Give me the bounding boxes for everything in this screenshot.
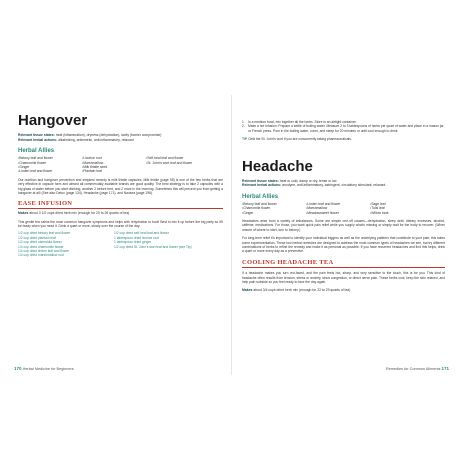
recipe-steps — [242, 120, 445, 133]
right-page — [242, 120, 445, 292]
list-item: • Betony leaf and flower — [18, 156, 82, 160]
list-item: • Marshmallow — [306, 206, 370, 210]
list-item: 1/2 cup dried St. John's wort leaf and flower (see Tip) — [114, 244, 192, 249]
tissue-states: Relevant tissue states: heat (inflammation), dryness (dehydration), laxity (barrier compromise) — [18, 133, 162, 137]
list-item: • Milk thistle seed — [82, 165, 146, 169]
list-item: • Linden leaf and flower — [306, 202, 370, 206]
tissue-states: Relevant tissue states: heat or cold, damp or dry, tense or lax — [242, 178, 337, 183]
herbal-allies-heading: Herbal Allies — [242, 193, 279, 200]
list-item: 1/2 cup dried plantain leaf — [18, 235, 56, 240]
page-number: 170 — [14, 366, 22, 371]
body-paragraph: Headaches arise from a variety of imbalances. Some are simple one-off causes—dehydration, sleep debt, dietary excesses, alcohol, caffeine, medications. For those, you want quick pain relief while you supply what's missing or simply wait for the body to recover. (When unsure of where to start, turn to betony.) — [242, 219, 445, 232]
section-title-headache: Headache — [242, 157, 313, 175]
list-item: 1/4 cup dried marshmallow root — [18, 253, 64, 258]
running-footer: Herbal Medicine for Beginners — [22, 367, 74, 371]
herbal-actions: Relevant herbal actions: anodyne, anti-inflammatory, astringent, circulatory stimulant, relaxant — [242, 183, 386, 188]
list-item: • Willow bark — [370, 211, 440, 215]
body-paragraph: For long-term relief it's important to identify your individual triggers as well as the underlying patterns that contribute to your pain; this takes some experimentation. These two herbal remedies are designed to address the most common types of headaches we see, but try different combinations of herbs to refine the remedy and make it as personal as possible. If you have recurrent headaches and find this helps, drink a quart or more every day as a preventive. — [242, 236, 445, 254]
herbal-actions: Relevant herbal actions: alkalinizing, antiemetic, anti-inflammatory, relaxant — [18, 137, 134, 142]
page-gutter — [231, 95, 232, 375]
list-item: 1/4 cup dried linden leaf and flower — [18, 249, 70, 254]
list-item: 1 tablespoon dried licorice root — [114, 235, 159, 240]
list-item: 1. In a medium bowl, mix together all the herbs. Store in an airtight container. — [242, 120, 357, 124]
list-item: • Tulsi leaf — [370, 206, 440, 210]
list-item: 1 tablespoon dried ginger — [114, 240, 152, 245]
left-page — [18, 112, 223, 258]
herbal-allies-list — [242, 202, 445, 215]
list-item: • Sage leaf — [370, 202, 440, 206]
list-item: 1/2 cup dried betony leaf and flower — [18, 231, 71, 236]
list-item: • Chamomile flower — [18, 161, 82, 165]
recipe-title: COOLING HEADACHE TEA — [242, 258, 334, 266]
list-item: • Marshmallow — [82, 161, 146, 165]
page-number: 171 — [441, 366, 449, 371]
section-title-hangover: Hangover — [18, 112, 88, 129]
tip-note: TIP Omit the St. John's wort if you are concurrently taking pharmaceuticals. — [242, 137, 352, 142]
body-paragraph: Our nutrition and hangover prevention and simplest remedy is milk thistle capsules. Milk thistle (page 95) is one of the few herbs that are very effective in capsule form and almost all commercially available brands are good quality. The best strategy is to take 2 capsules with a big glass of water before you start drinking, another 2 before bed, and 2 more in the morning. Sometimes this will prevent you from getting a hangover at all! (See also Detox (page 134), Headache (page 171), and Nausea (page 198). — [18, 177, 223, 196]
list-item: • Self-heal leaf and flower — [146, 156, 216, 160]
divider — [18, 208, 223, 209]
recipe-yield: Makes about 3 1/2 cups dried herb mix (enough for 20 to 26 quarts of tea) — [18, 211, 130, 216]
list-item: • St. John's wort leaf and flower — [146, 161, 216, 165]
divider — [242, 267, 445, 268]
recipe-yield: Makes about 3/4 cups dried herb mix (enough for 22 to 29 quarts of tea) — [242, 287, 351, 292]
list-item: • Meadowsweet flower — [306, 211, 370, 215]
list-item: 2. Make a hot infusion: Prepare a kettle of boiling water. Measure 2 to 3 tablespoons of herbs per quart of water and place in a mason jar or French press. Pour in the boiling water, cover, and steep for 20 minutes or until cool enough to drink. — [242, 124, 444, 133]
list-item: 1/2 cup dried self-heal leaf and flower — [114, 231, 169, 236]
ingredient-list — [18, 231, 223, 257]
list-item: • Chamomile flower — [242, 206, 306, 210]
list-item: • Ginger — [242, 211, 306, 215]
recipe-description: If a headache makes you turn red-faced, and the pain feels hot, sharp, and very sensitive to the touch, this is for you. This kind of headache often results from tension, stress or anxiety, sinus congestion, or direct nerve pain. These herbs cool, keep the skin relaxed, and help pain subside so you feel ready to face the day again. — [242, 271, 445, 285]
herbal-allies-heading: Herbal Allies — [18, 148, 55, 155]
list-item: 1/2 cup dried calendula flower — [18, 240, 62, 245]
herbal-allies-list — [18, 156, 223, 174]
list-item: • Plantain leaf — [82, 169, 146, 173]
list-item: • Licorice root — [82, 156, 146, 160]
list-item: • Linden leaf and flower — [18, 169, 82, 173]
list-item: 1/4 cup dried chamomile flower — [18, 244, 64, 249]
running-footer: Remedies for Common Ailments — [385, 367, 441, 371]
footer-left — [14, 366, 74, 371]
recipe-title: EASE INFUSION — [18, 200, 73, 208]
list-item: • Ginger — [18, 165, 82, 169]
recipe-description: This gentle tea calms the most common hangover symptoms and helps with rehydration to boot! Best to mix it up before the big party so it'll be ready when you need it. Drink a quart or more, slowly over the course of the day. — [18, 219, 223, 229]
footer-right — [386, 366, 449, 371]
list-item: • Betony leaf and flower — [242, 202, 306, 206]
